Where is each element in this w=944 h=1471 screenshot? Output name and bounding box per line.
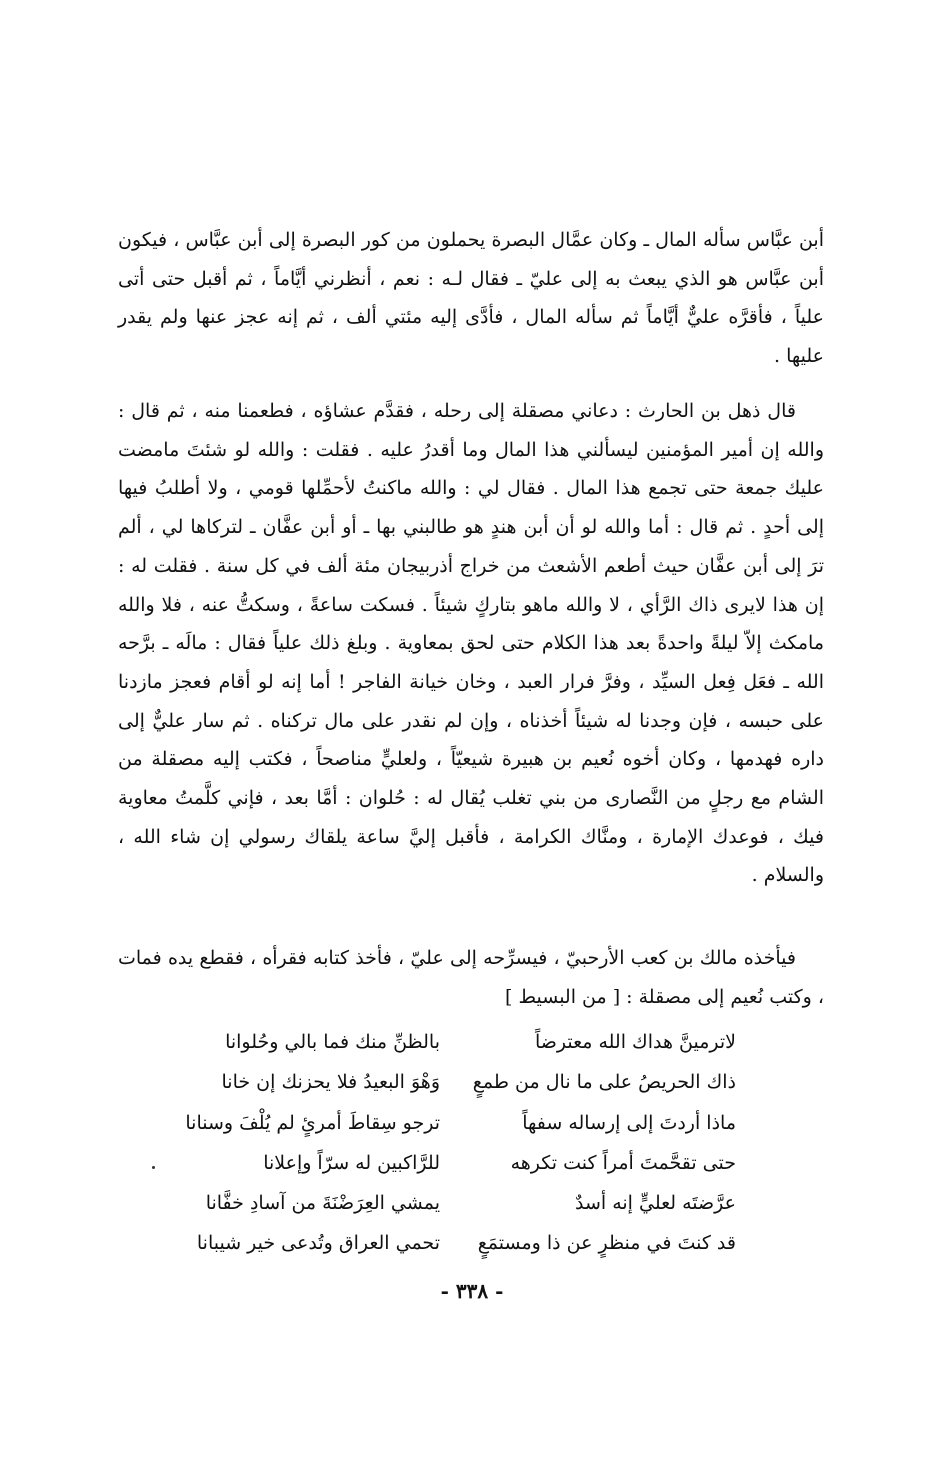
verse-first-hemistich: ذاك الحريصُ على ما نال من طمعٍ (472, 1071, 736, 1094)
verse-first-hemistich: ماذا أردتَ إلى إرساله سفهاً (522, 1111, 736, 1134)
poem-verse (170, 1062, 736, 1102)
verse-second-hemistich: تحمي العراق وتُدعى خير شيبانا (196, 1232, 440, 1255)
verse-second-hemistich: بالظنِّ منك فما بالي وحُلوانا (225, 1031, 440, 1053)
paragraph-text: أبن عبَّاس سأله المال ـ وكان عمَّال البصرة يحملون من كور البصرة إلى أبن عبَّاس ، فيكون أبن عبَّاس هو الذي يبعث به إلى عليّ ـ فقال لـه : نعم ، أنظرني أيَّاماً ، ثم أقبل حتى أتى علياً ، فأقرَّه عليٌّ أيَّاماً ثم سأله المال ، فأدَّى إليه مئتي ألف ، ثم إنه عجز عنها ولم يقدر عليها . (118, 229, 824, 368)
paragraph-text: قال ذهل بن الحارث : دعاني مصقلة إلى رحله ، فقدَّم عشاؤه ، فطعمنا منه ، ثم قال : والله إن أمير المؤمنين ليسألني هذا المال وما أقدرُ عليه . فقلت : والله لو شئتَ مامضت عليك جمعة حتى تجمع هذا المال . فقال لي : والله ماكنتُ لأحمِّلها قومي ، ولا أطلبُ فيها إلى أحدٍ . ثم قال : أما والله لو أن أبن هندٍ هو طالبني بها ـ أو أبن عفَّان ـ لتركاها لي ، ألم ترَ إلى أبن عفَّان حيث أطعم الأشعث من خراج أذربيجان مئة ألف في كل سنة . فقلت له : إن هذا لايرى ذاك الرَّأي ، لا والله ماهو بتاركٍ شيئاً . فسكت ساعةً ، وسكتُّ عنه ، فلا والله مامكث إلاّ ليلةً واحدةً بعد هذا الكلام حتى لحق بمعاوية . وبلغ ذلك علياً فقال : مالَه ـ برَّحه الله ـ فعَل فِعل السيِّد ، وفرَّ فرار العبد ، وخان خيانة الفاجر ! أما إنه لو أقام فعجز مازدنا على حبسه ، فإن وجدنا له شيئاً أخذناه ، وإن لم نقدر على مال تركناه . ثم سار عليٌّ إلى داره فهدمها ، وكان أخوه نُعيم بن هبيرة شيعيّاً ، ولعليٍّ مناصحاً ، فكتب إليه مصقلة من الشام مع رجلٍ من النَّصارى من بني تغلب يُقال له : حُلوان : أمَّا بعد ، فإني كلَّمتُ معاوية فيك ، فوعدك الإمارة ، ومنَّاك الكرامة ، فأقبل إليَّ ساعة يلقاك رسولي إن شاء الله ، والسلام . (118, 400, 824, 887)
paragraph-1 (118, 221, 824, 376)
poem-verse (170, 1223, 736, 1263)
paragraph-text: فيأخذه مالك بن كعب الأرحبيّ ، فيسرِّحه إلى عليّ ، فأخذ كتابه فقرأه ، فقطع يده فمات ، وكتب نُعيم إلى مصقلة : [ من البسيط ] (118, 947, 824, 1008)
poem-verse (170, 1183, 736, 1223)
paragraph-2 (118, 392, 824, 895)
verse-first-hemistich: عرَّضتَه لعليٍّ إنه أسدٌ (575, 1192, 736, 1215)
paragraph-3 (118, 939, 824, 1016)
verse-second-hemistich: للرَّاكبين له سرّاً وإعلانا (263, 1151, 440, 1174)
verse-second-hemistich: وَهْوَ البعيدُ فلا يحزنك إن خانا (221, 1071, 440, 1094)
poem-verse (170, 1022, 736, 1062)
verse-first-hemistich: حتى تقحَّمتَ أمراً كنت تكرهه (510, 1151, 736, 1174)
verse-second-hemistich: يمشي العِرَضْنَةَ من آسادِ خفَّانا (205, 1192, 440, 1215)
verse-second-hemistich: ترجو سِقاطَ أمرئٍ لم يُلْفَ وسنانا (185, 1111, 440, 1134)
verse-first-hemistich: قد كنتَ في منظرٍ عن ذا ومستمَعٍ (477, 1232, 736, 1255)
page-number: - ٣٣٨ - (440, 1279, 504, 1303)
poem-verse (170, 1103, 736, 1143)
verse-first-hemistich: لاترمينَّ هداك الله معترضاً (534, 1031, 736, 1053)
poem (170, 1022, 736, 1264)
scan-speck (152, 1166, 155, 1169)
poem-verse (170, 1143, 736, 1183)
